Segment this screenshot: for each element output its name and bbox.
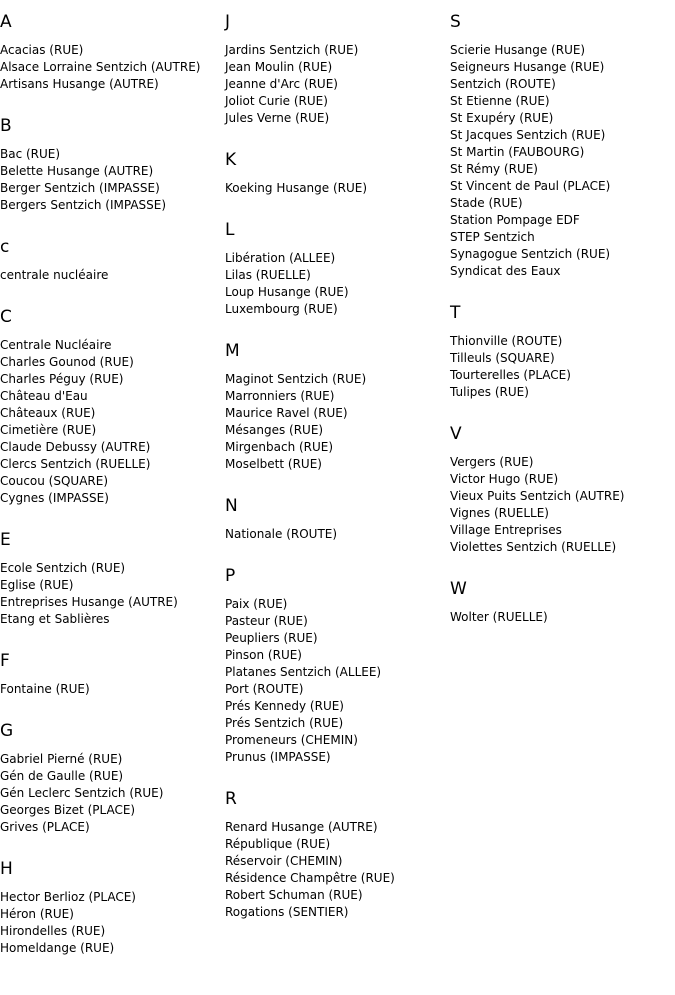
street-list: [225, 596, 450, 766]
street-link[interactable]: Héron (RUE): [0, 907, 74, 921]
street-link[interactable]: Prés Kennedy (RUE): [225, 699, 344, 713]
street-list: [450, 42, 675, 280]
street-link[interactable]: Rogations (SENTIER): [225, 905, 349, 919]
street-link[interactable]: Gén Leclerc Sentzich (RUE): [0, 786, 164, 800]
street-link[interactable]: St Jacques Sentzich (RUE): [450, 128, 606, 142]
letter-section: [450, 579, 675, 626]
street-link[interactable]: Fontaine (RUE): [0, 682, 90, 696]
street-link[interactable]: Paix (RUE): [225, 597, 288, 611]
street-link[interactable]: Lilas (RUELLE): [225, 268, 311, 282]
street-link[interactable]: Tourterelles (PLACE): [450, 368, 571, 382]
street-link[interactable]: Platanes Sentzich (ALLEE): [225, 665, 382, 679]
street-link[interactable]: Artisans Husange (AUTRE): [0, 77, 159, 91]
street-link[interactable]: Jules Verne (RUE): [225, 111, 330, 125]
street-link[interactable]: Mirgenbach (RUE): [225, 440, 334, 454]
street-link[interactable]: Claude Debussy (AUTRE): [0, 440, 151, 454]
street-link[interactable]: Vieux Puits Sentzich (AUTRE): [450, 489, 625, 503]
street-link[interactable]: Bac (RUE): [0, 147, 61, 161]
street-list: [225, 371, 450, 473]
letter-section: [0, 859, 225, 957]
index-column-1: [0, 12, 225, 957]
letter-section: [0, 237, 225, 284]
street-link[interactable]: Maurice Ravel (RUE): [225, 406, 348, 420]
section-letter-heading: F: [0, 651, 10, 671]
street-link[interactable]: Hirondelles (RUE): [0, 924, 106, 938]
street-link[interactable]: Georges Bizet (PLACE): [0, 803, 136, 817]
letter-section: [225, 496, 450, 543]
street-link[interactable]: Tulipes (RUE): [450, 385, 529, 399]
section-letter-heading: R: [225, 789, 237, 809]
street-link[interactable]: Cimetière (RUE): [0, 423, 97, 437]
street-link[interactable]: Luxembourg (RUE): [225, 302, 338, 316]
street-link[interactable]: Hector Berlioz (PLACE): [0, 890, 136, 904]
street-link[interactable]: Village Entreprises: [450, 523, 562, 537]
section-letter-heading: S: [450, 12, 461, 32]
street-link[interactable]: Joliot Curie (RUE): [225, 94, 328, 108]
index-column-2: [225, 12, 450, 921]
letter-section: [0, 307, 225, 507]
street-link[interactable]: Etang et Sablières: [0, 612, 110, 626]
street-link[interactable]: centrale nucléaire: [0, 268, 109, 282]
street-link[interactable]: Châteaux (RUE): [0, 406, 96, 420]
street-link[interactable]: Gén de Gaulle (RUE): [0, 769, 124, 783]
street-link[interactable]: Clercs Sentzich (RUELLE): [0, 457, 151, 471]
street-link[interactable]: Berger Sentzich (IMPASSE): [0, 181, 160, 195]
street-link[interactable]: Réservoir (CHEMIN): [225, 854, 343, 868]
street-list: [0, 267, 225, 284]
street-link[interactable]: République (RUE): [225, 837, 331, 851]
letter-section: [450, 424, 675, 556]
street-link[interactable]: Seigneurs Husange (RUE): [450, 60, 605, 74]
street-link[interactable]: Stade (RUE): [450, 196, 523, 210]
section-letter-heading: N: [225, 496, 238, 516]
street-link[interactable]: Eglise (RUE): [0, 578, 74, 592]
street-link[interactable]: Belette Husange (AUTRE): [0, 164, 154, 178]
street-link[interactable]: Entreprises Husange (AUTRE): [0, 595, 178, 609]
letter-section: [225, 341, 450, 473]
letter-section: [450, 303, 675, 401]
letter-section: [225, 220, 450, 318]
section-letter-heading: c: [0, 237, 10, 257]
section-letter-heading: V: [450, 424, 462, 444]
street-list: [0, 337, 225, 507]
street-link[interactable]: Robert Schuman (RUE): [225, 888, 363, 902]
street-list: [0, 889, 225, 957]
letter-section: [225, 566, 450, 766]
street-link[interactable]: Victor Hugo (RUE): [450, 472, 559, 486]
index-column-3: [450, 12, 675, 626]
street-list: [450, 609, 675, 626]
section-letter-heading: E: [0, 530, 11, 550]
street-link[interactable]: Wolter (RUELLE): [450, 610, 548, 624]
street-list: [225, 180, 450, 197]
street-link[interactable]: Marronniers (RUE): [225, 389, 335, 403]
street-link[interactable]: Cygnes (IMPASSE): [0, 491, 109, 505]
street-link[interactable]: Sentzich (ROUTE): [450, 77, 556, 91]
street-list: [0, 146, 225, 214]
letter-section: [0, 721, 225, 836]
street-link[interactable]: Gabriel Pierné (RUE): [0, 752, 123, 766]
letter-section: [0, 530, 225, 628]
street-link[interactable]: Peupliers (RUE): [225, 631, 318, 645]
street-link[interactable]: Alsace Lorraine Sentzich (AUTRE): [0, 60, 201, 74]
street-list: [225, 819, 450, 921]
letter-section: [225, 789, 450, 921]
section-letter-heading: B: [0, 116, 12, 136]
street-link[interactable]: St Rémy (RUE): [450, 162, 538, 176]
street-link[interactable]: Violettes Sentzich (RUELLE): [450, 540, 617, 554]
street-link[interactable]: Prés Sentzich (RUE): [225, 716, 344, 730]
section-letter-heading: G: [0, 721, 14, 741]
street-link[interactable]: Pinson (RUE): [225, 648, 302, 662]
street-link[interactable]: Charles Gounod (RUE): [0, 355, 134, 369]
section-letter-heading: T: [450, 303, 461, 323]
letter-section: [450, 12, 675, 280]
street-link[interactable]: Château d'Eau: [0, 389, 88, 403]
street-link[interactable]: Renard Husange (AUTRE): [225, 820, 378, 834]
street-link[interactable]: Ecole Sentzich (RUE): [0, 561, 126, 575]
street-list: [0, 681, 225, 698]
letter-section: [0, 651, 225, 698]
street-link[interactable]: Thionville (ROUTE): [450, 334, 563, 348]
street-link[interactable]: Mésanges (RUE): [225, 423, 324, 437]
street-link[interactable]: Syndicat des Eaux: [450, 264, 561, 278]
street-list: [0, 42, 225, 93]
street-list: [225, 250, 450, 318]
street-link[interactable]: Pasteur (RUE): [225, 614, 308, 628]
street-link[interactable]: Promeneurs (CHEMIN): [225, 733, 358, 747]
section-letter-heading: H: [0, 859, 13, 879]
street-link[interactable]: St Vincent de Paul (PLACE): [450, 179, 611, 193]
street-list: [0, 560, 225, 628]
section-letter-heading: L: [225, 220, 235, 240]
street-list: [0, 751, 225, 836]
street-link[interactable]: Jeanne d'Arc (RUE): [225, 77, 338, 91]
section-letter-heading: K: [225, 150, 237, 170]
street-list: [225, 42, 450, 127]
street-list: [225, 526, 450, 543]
street-link[interactable]: St Martin (FAUBOURG): [450, 145, 585, 159]
letter-section: [0, 116, 225, 214]
street-link[interactable]: Synagogue Sentzich (RUE): [450, 247, 611, 261]
street-link[interactable]: Homeldange (RUE): [0, 941, 115, 955]
street-link[interactable]: Koeking Husange (RUE): [225, 181, 368, 195]
street-link[interactable]: Port (ROUTE): [225, 682, 304, 696]
letter-section: [0, 12, 225, 93]
street-link[interactable]: Libération (ALLEE): [225, 251, 336, 265]
street-link[interactable]: Moselbett (RUE): [225, 457, 322, 471]
street-link[interactable]: Jean Moulin (RUE): [225, 60, 333, 74]
street-link[interactable]: Acacias (RUE): [0, 43, 84, 57]
street-link[interactable]: Coucou (SQUARE): [0, 474, 109, 488]
street-link[interactable]: Scierie Husange (RUE): [450, 43, 586, 57]
street-link[interactable]: STEP Sentzich: [450, 230, 535, 244]
street-list: [450, 333, 675, 401]
street-link[interactable]: Nationale (ROUTE): [225, 527, 338, 541]
street-link[interactable]: Vignes (RUELLE): [450, 506, 549, 520]
section-letter-heading: A: [0, 12, 12, 32]
street-list: [450, 454, 675, 556]
street-link[interactable]: Charles Péguy (RUE): [0, 372, 124, 386]
letter-section: [225, 150, 450, 197]
section-letter-heading: W: [450, 579, 467, 599]
street-link[interactable]: St Etienne (RUE): [450, 94, 550, 108]
street-link[interactable]: Grives (PLACE): [0, 820, 90, 834]
street-link[interactable]: Station Pompage EDF: [450, 213, 580, 227]
section-letter-heading: C: [0, 307, 12, 327]
street-link[interactable]: Tilleuls (SQUARE): [450, 351, 555, 365]
street-link[interactable]: Prunus (IMPASSE): [225, 750, 331, 764]
section-letter-heading: P: [225, 566, 236, 586]
street-link[interactable]: Centrale Nucléaire: [0, 338, 112, 352]
street-link[interactable]: Bergers Sentzich (IMPASSE): [0, 198, 167, 212]
letter-section: [225, 12, 450, 127]
street-link[interactable]: St Exupéry (RUE): [450, 111, 554, 125]
street-link[interactable]: Jardins Sentzich (RUE): [225, 43, 359, 57]
street-link[interactable]: Vergers (RUE): [450, 455, 534, 469]
section-letter-heading: M: [225, 341, 240, 361]
street-link[interactable]: Maginot Sentzich (RUE): [225, 372, 367, 386]
street-link[interactable]: Loup Husange (RUE): [225, 285, 349, 299]
street-link[interactable]: Résidence Champêtre (RUE): [225, 871, 395, 885]
section-letter-heading: J: [225, 12, 231, 32]
